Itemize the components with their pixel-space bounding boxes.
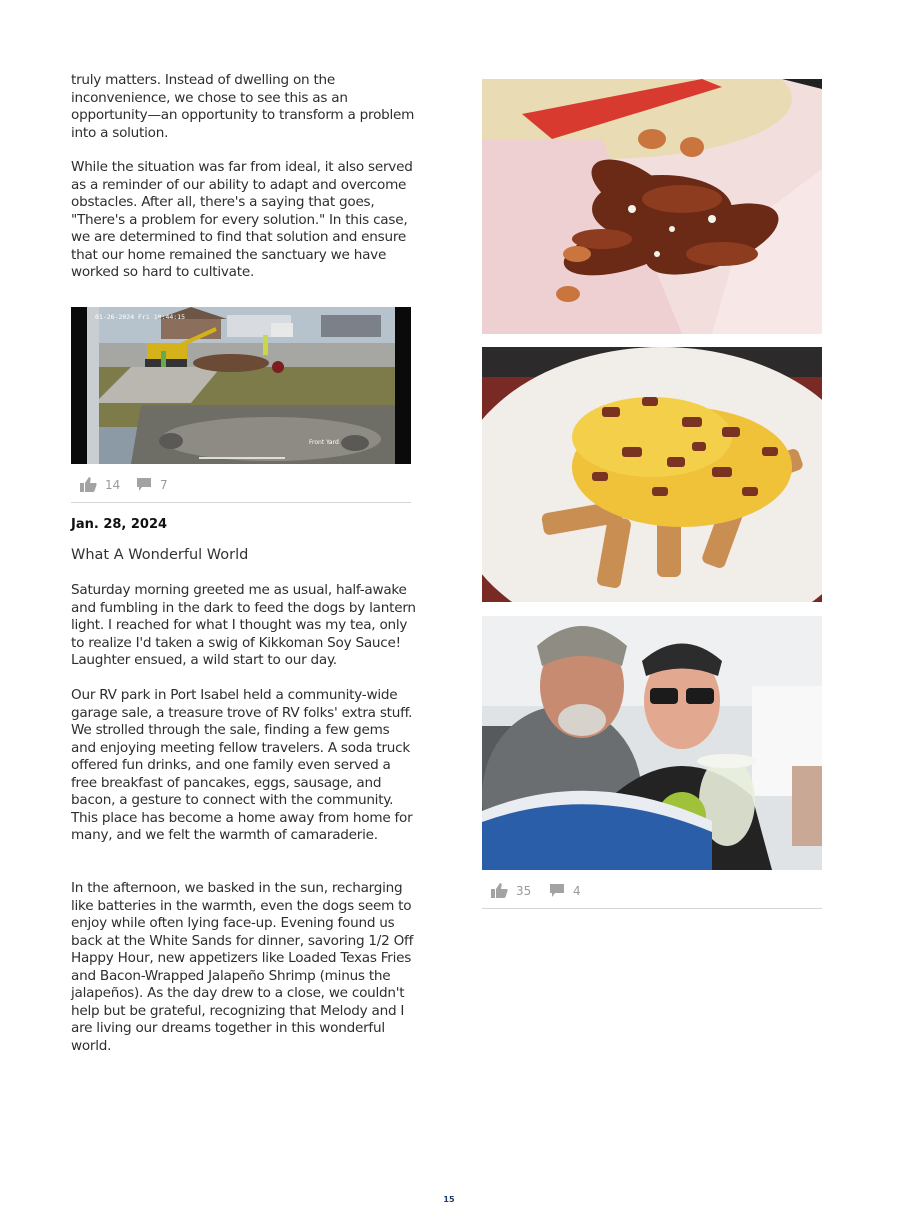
paragraph-adapt: While the situation was far from ideal, it also served as a reminder of our ability to adapt and overcome obstacles. After all, there's a saying that goes, "There's a problem for every solution." In this case, we are determined to find that solution and ensure that our home remained the sanctuary we have worked so hard to cultivate. — [71, 159, 413, 280]
paragraph-afternoon: In the afternoon, we basked in the sun, recharging like batteries in the warmth, even the dogs seem to enjoy while often lying face-up. Evening found us back at the White Sands for dinner, savoring 1/2 Off Happy Hour, new appetizers like Loaded Texas Fries and Bacon-Wrapped Jalapeño Shrimp (minus the jalapeños). As the day drew to a close, we couldn't help but be grateful, recognizing that Melody and I are living our dreams together in this wonderful world. — [71, 880, 414, 1054]
post-title: What A Wonderful World — [71, 547, 249, 563]
post-date: Jan. 28, 2024 — [71, 517, 168, 532]
loaded-texas-fries-image — [482, 347, 822, 602]
couple-selfie-image — [482, 616, 822, 870]
comment-count: 7 — [160, 477, 168, 492]
selfie-photo — [482, 616, 822, 870]
shrimp-photo — [482, 79, 822, 334]
like-button[interactable] — [80, 477, 120, 492]
paragraph-morning: Saturday morning greeted me as usual, half-awake and fumbling in the dark to feed the dogs by lantern light. I reached for what I thought was my tea, only to realize I'd taken a swig of Kikkoman Soy Sauce! Laughter ensued, a wild start to our day. — [71, 582, 416, 668]
like-count: 14 — [105, 477, 121, 492]
intro-paragraph: truly matters. Instead of dwelling on the inconvenience, we chose to see this as an opportunity—an opportunity to transform a problem into a solution. — [71, 72, 415, 141]
post1-stats — [80, 477, 280, 497]
thumbs-up-icon — [491, 883, 508, 898]
camera-label: Front Yard — [309, 439, 339, 446]
thumbs-up-icon — [80, 477, 97, 492]
fries-photo — [482, 347, 822, 602]
camera-timestamp: 01-26-2024 Fri 10:44:15 — [95, 313, 186, 321]
comment-count: 4 — [573, 883, 581, 898]
comment-icon — [549, 883, 565, 898]
like-count: 35 — [516, 883, 532, 898]
paragraph-garage-sale: Our RV park in Port Isabel held a community-wide garage sale, a treasure trove of RV folks' extra stuff. We strolled through the sale, finding a few gems and enjoying meeting fellow travelers. A soda truck offered fun drinks, and one family even served a free breakfast of pancakes, eggs, sausage, and bacon, a gesture to connect with the community. This place has become a home away from home for many, and we felt the warmth of camaraderie. — [71, 687, 413, 843]
post2-stats — [491, 883, 691, 903]
like-button[interactable] — [491, 883, 531, 898]
yard-excavation-image — [71, 307, 411, 464]
post1-divider — [71, 502, 411, 503]
page-number: 15 — [443, 1195, 455, 1204]
security-camera-photo — [71, 307, 411, 464]
bacon-wrapped-shrimp-image — [482, 79, 822, 334]
comment-button[interactable] — [549, 883, 581, 898]
comment-button[interactable] — [136, 477, 168, 492]
post2-divider — [482, 908, 822, 909]
comment-icon — [136, 477, 152, 492]
